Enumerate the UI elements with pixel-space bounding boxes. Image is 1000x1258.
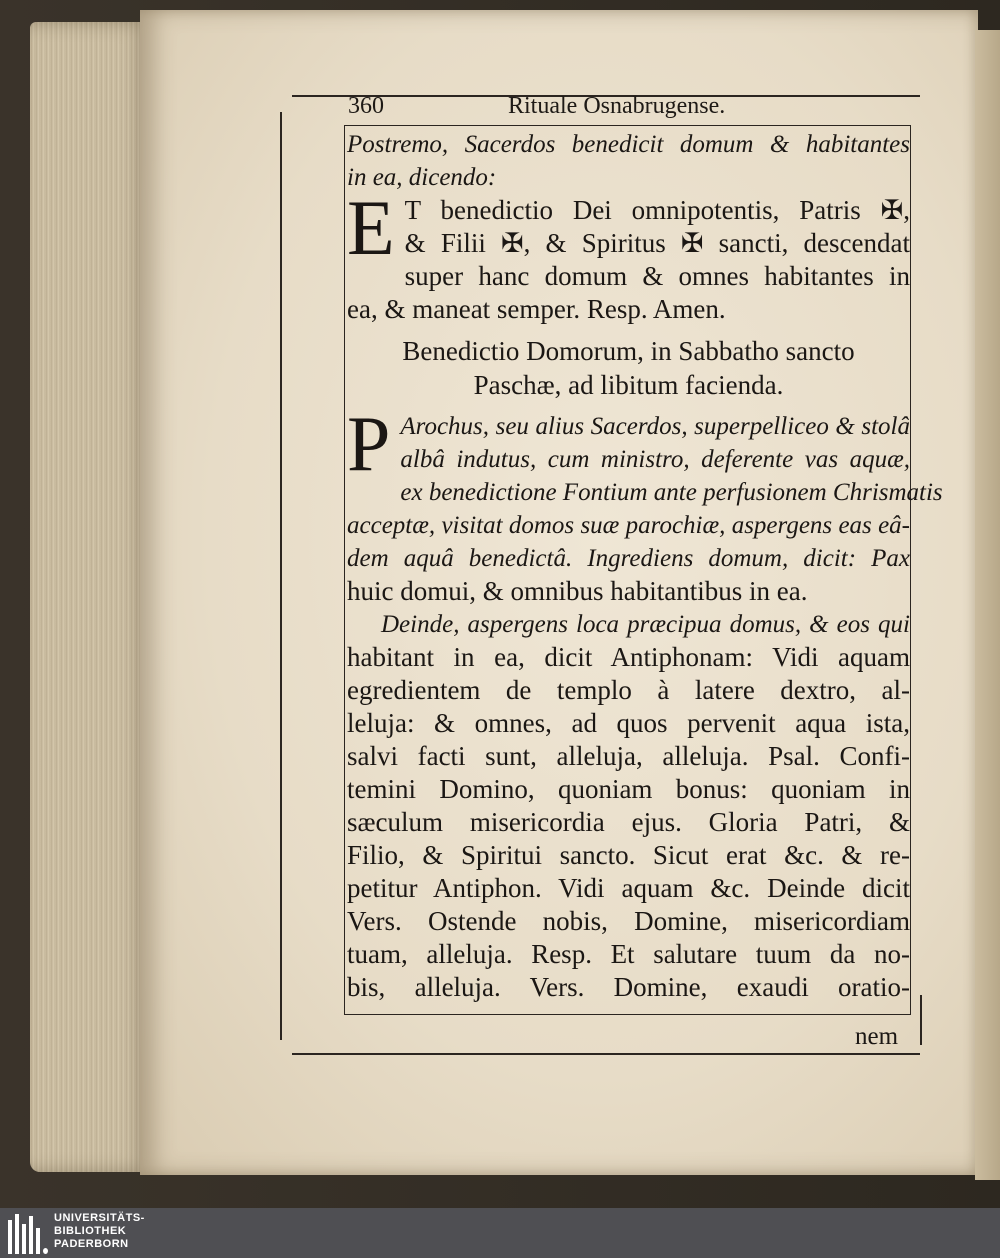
- frame-left-rule: [280, 112, 282, 1040]
- text-line: bis, alleluja. Vers. Domine, exaudi oratio-: [347, 972, 910, 1002]
- text-line: Deinde, aspergens loca præcipua domus, & eos qui: [381, 611, 910, 638]
- text-line: Vers. Ostende nobis, Domine, misericordiam: [347, 906, 910, 936]
- text-line: super hanc domum & omnes habitantes in: [404, 261, 910, 291]
- text-line: ex benedictione Fontium ante perfusionem Chrismatis: [400, 479, 943, 506]
- blessing-paragraph: [347, 184, 910, 326]
- text-line: huic domui, & omnibus habitantibus in ea.: [347, 576, 808, 606]
- frame-inner-bottom-rule: [345, 1014, 910, 1015]
- text-line: salvi facti sunt, alleluja, alleluja. Psal. Confi-: [347, 741, 910, 771]
- text-line: ea, & maneat semper. Resp. Amen.: [347, 294, 726, 324]
- page-edges: [30, 22, 150, 1172]
- running-title: Rituale Osnabrugense.: [508, 93, 726, 119]
- library-logo-icon: [8, 1212, 48, 1254]
- text-line: & Filii ✠, & Spiritus ✠ sancti, descendat: [404, 228, 910, 258]
- text-line: albâ indutus, cum ministro, deferente vas aquæ,: [400, 446, 910, 473]
- rubric-paragraph: [347, 400, 943, 608]
- text-line: Filio, & Spiritui sancto. Sicut erat &c. & re-: [347, 840, 910, 870]
- library-name-line: BIBLIOTHEK: [54, 1225, 127, 1237]
- page-number: 360: [348, 93, 384, 119]
- drop-cap: E: [347, 184, 395, 271]
- frame-bottom-rule: [292, 1053, 920, 1055]
- catchword: nem: [855, 1023, 899, 1050]
- library-name: [54, 1212, 145, 1251]
- text-line: petitur Antiphon. Vidi aquam &c. Deinde dicit: [347, 873, 910, 903]
- running-header: [290, 93, 920, 123]
- section-heading: Paschæ, ad libitum facienda.: [473, 370, 784, 400]
- frame-outer-right-rule: [920, 995, 922, 1045]
- library-name-line: UNIVERSITÄTS-: [54, 1212, 145, 1224]
- text-block: [347, 128, 943, 1004]
- library-name-line: PADERBORN: [54, 1238, 129, 1250]
- section-heading: Benedictio Domorum, in Sabbatho sancto: [402, 336, 855, 366]
- frame-right-rule: [910, 125, 911, 1015]
- text-line: sæculum misericordia ejus. Gloria Patri, &: [347, 807, 910, 837]
- library-footer: [0, 1208, 1000, 1258]
- antiphon-paragraph: [347, 608, 910, 1004]
- text-line: habitant in ea, dicit Antiphonam: Vidi aquam: [347, 642, 910, 672]
- text-line: temini Domino, quoniam bonus: quoniam in: [347, 774, 910, 804]
- text-line: dem aquâ benedictâ. Ingrediens domum, dicit: Pax: [347, 545, 910, 572]
- text-line: in ea, dicendo:: [347, 164, 497, 191]
- text-line: T benedictio Dei omnipotentis, Patris ✠,: [404, 195, 910, 225]
- text-line: Arochus, seu alius Sacerdos, superpelliceo & stolâ: [400, 413, 910, 440]
- frame-inner-top-rule: [345, 125, 910, 126]
- drop-cap: P: [347, 400, 391, 487]
- text-line: acceptæ, visitat domos suæ parochiæ, aspergens eas eâ-: [347, 512, 910, 539]
- text-line: Postremo, Sacerdos benedicit domum & habitantes: [347, 131, 910, 158]
- text-line: leluja: & omnes, ad quos pervenit aqua ista,: [347, 708, 910, 738]
- text-line: egredientem de templo à latere dextro, al-: [347, 675, 910, 705]
- text-line: tuam, alleluja. Resp. Et salutare tuum da no-: [347, 939, 910, 969]
- frame-inner-left-rule: [344, 125, 345, 1015]
- facing-page-edge: [975, 30, 1000, 1180]
